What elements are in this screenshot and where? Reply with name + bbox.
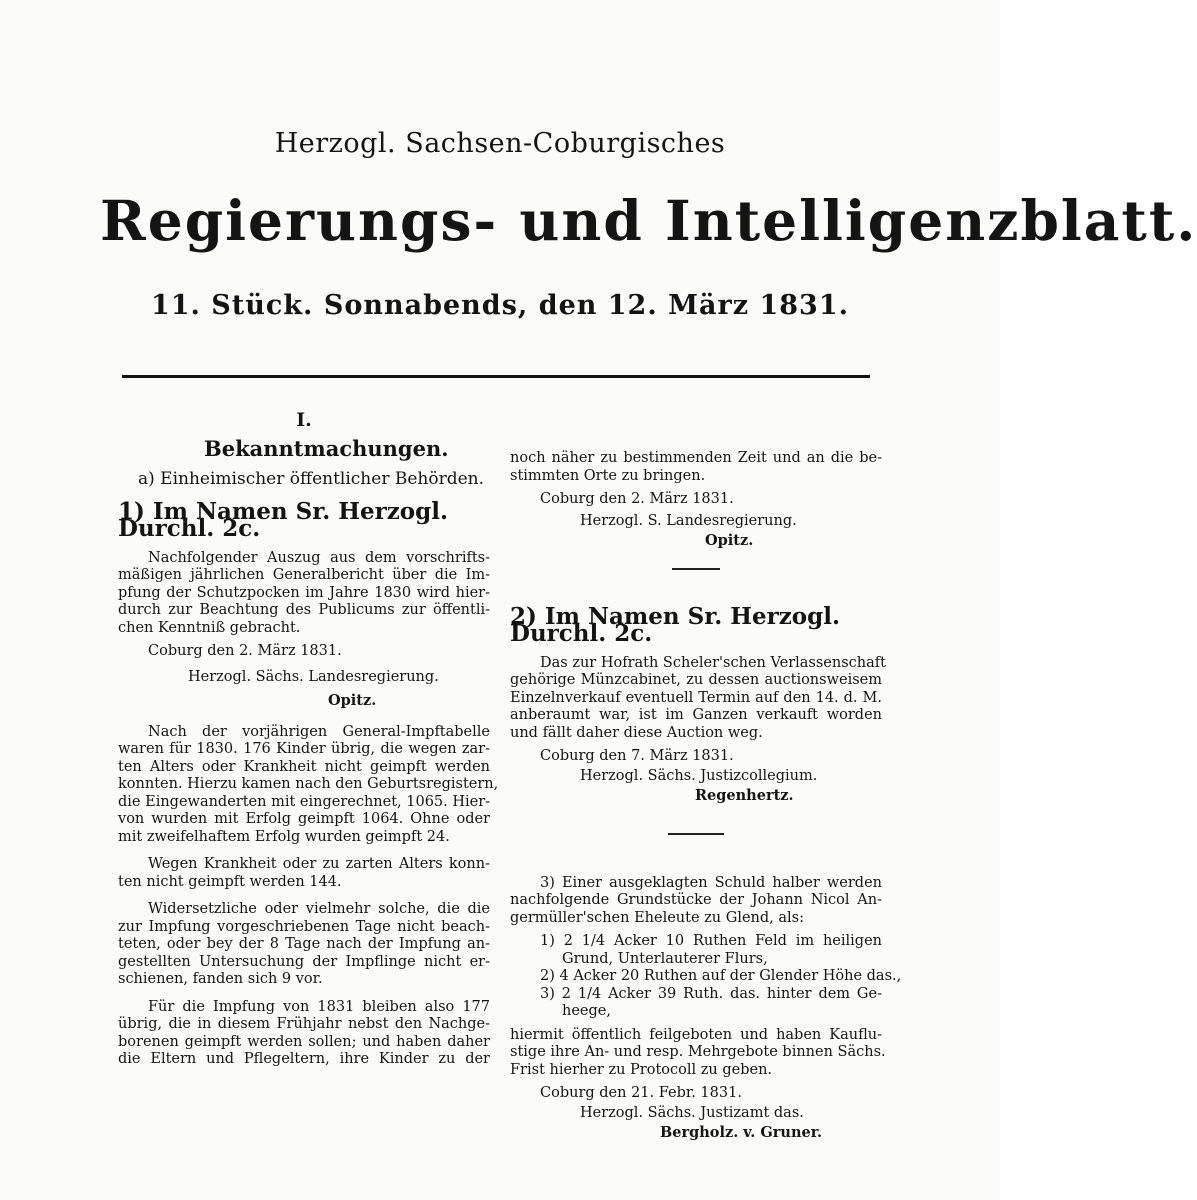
notice-paragraph-7 [510, 875, 882, 928]
dateline: Coburg den 2. März 1831. [148, 643, 342, 659]
text-line: 3) Einer ausgeklagten Schuld halber werden [540, 874, 882, 891]
signature-office: Herzogl. Sächs. Justizcollegium. [580, 767, 818, 784]
signature-name: Opitz. [705, 532, 754, 549]
text-line: teten, oder bey der 8 Tage nach der Impfung an- [118, 936, 490, 952]
continued-paragraph [510, 450, 882, 485]
text-line: gehörige Münzcabinet, zu dessen auctionsweisem [510, 672, 882, 688]
text-line: ten nicht geimpft werden 144. [118, 873, 342, 890]
list-item: Grund, Unterlauterer Flurs, [562, 950, 768, 967]
decree-heading-1: 1) Im Namen Sr. Herzogl. Durchl. 2c. [118, 497, 448, 542]
text-line: von wurden mit Erfolg geimpft 1064. Ohne oder [118, 811, 490, 827]
masthead-subtitle: Herzogl. Sachsen-Coburgisches [274, 128, 726, 159]
text-line: ten Alters oder Krankheit nicht geimpft werden [118, 758, 490, 775]
masthead-title: Regierungs- und Intelligenzblatt. [100, 188, 1197, 253]
signature-office: Herzogl. Sächs. Justizamt das. [580, 1104, 804, 1121]
text-line: und fällt daher diese Auction weg. [510, 724, 763, 741]
text-line: durch zur Beachtung des Publicums zur öffentli- [118, 602, 490, 618]
left-column [118, 409, 499, 1075]
text-line: Frist hierher zu Protocoll zu geben. [510, 1061, 773, 1078]
notice-paragraph-8 [510, 1026, 886, 1080]
notice-paragraph-6 [510, 654, 886, 743]
text-line: Das zur Hofrath Scheler'schen Verlassenschaft [540, 654, 886, 671]
text-line: schienen, fanden sich 9 vor. [118, 971, 323, 987]
section-title: Bekanntmachungen. [204, 435, 449, 461]
signature-office: Herzogl. Sächs. Landesregierung. [188, 668, 439, 685]
dateline: Coburg den 21. Febr. 1831. [540, 1085, 742, 1101]
text-line: stimmten Orte zu bringen. [510, 467, 706, 484]
text-line: mäßigen jährlichen Generalbericht über die Im- [118, 567, 490, 583]
text-line: borenen geimpft werden sollen; und haben daher [118, 1033, 490, 1050]
notice-paragraph-1 [118, 550, 490, 638]
subsection-heading: a) Einheimischer öffentlicher Behörden. [138, 469, 485, 489]
text-line: mit zweifelhaftem Erfolg wurden geimpft 24. [118, 828, 450, 845]
list-item: 1) 2 1/4 Acker 10 Ruthen Feld im heiligen [540, 933, 882, 949]
header-rule [122, 375, 870, 378]
text-line: Für die Impfung von 1831 bleiben also 177 [148, 998, 490, 1015]
list-item: 3) 2 1/4 Acker 39 Ruth. das. hinter dem Ge- [540, 985, 882, 1002]
signature-office: Herzogl. S. Landesregierung. [580, 512, 797, 529]
text-line: Nachfolgender Auszug aus dem vorschrifts- [148, 549, 490, 566]
notice-paragraph-4 [118, 901, 490, 989]
signature-name: Regenhertz. [695, 787, 794, 804]
property-list [510, 933, 902, 1021]
notice-paragraph-3 [118, 856, 490, 891]
text-line: pfung der Schutzpocken im Jahre 1830 wird hier- [118, 584, 490, 601]
text-line: stige ihre An- und resp. Mehrgebote binnen Sächs. [510, 1044, 886, 1060]
notice-paragraph-2 [118, 723, 499, 847]
signature-names: Bergholz. v. Gruner. [660, 1124, 823, 1141]
right-column [510, 450, 902, 1142]
text-line: hiermit öffentlich feilgeboten und haben Kauflu- [510, 1026, 882, 1043]
text-line: die Eingewanderten mit eingerechnet, 1065. Hier- [118, 793, 491, 810]
list-item: heege, [562, 1003, 611, 1019]
text-line: anberaumt war, ist im Ganzen verkauft worden [510, 707, 882, 723]
notice-paragraph-5 [118, 999, 490, 1069]
dateline: Coburg den 7. März 1831. [540, 748, 734, 764]
text-line: übrig, die in diesem Frühjahr nebst den Nachge- [118, 1016, 490, 1032]
text-line: waren für 1830. 176 Kinder übrig, die wegen zar- [118, 741, 490, 757]
text-line: nachfolgende Grundstücke der Johann Nicol An- [510, 892, 882, 908]
separator-rule [668, 833, 724, 835]
text-line: Nach der vorjährigen General-Impftabelle [148, 723, 490, 740]
dateline: Coburg den 2. März 1831. [540, 491, 734, 507]
section-number: I. [296, 409, 312, 431]
text-line: gestellten Untersuchung der Impflinge nicht er- [118, 953, 490, 970]
signature-name: Opitz. [328, 692, 377, 709]
text-line: chen Kenntniß gebracht. [118, 619, 301, 636]
text-line: die Eltern und Pflegeltern, ihre Kinder zu der [118, 1051, 490, 1067]
text-line: konnten. Hierzu kamen nach den Geburtsregistern, [118, 776, 499, 792]
text-line: germüller'schen Eheleute zu Glend, als: [510, 909, 805, 926]
list-item: 2) 4 Acker 20 Ruthen auf der Glender Höhe das., [540, 968, 902, 984]
text-line: noch näher zu bestimmenden Zeit und an die be- [510, 450, 882, 466]
decree-heading-2: 2) Im Namen Sr. Herzogl. Durchl. 2c. [510, 602, 840, 647]
text-line: Einzelnverkauf eventuell Termin auf den 14. d. M. [510, 689, 882, 706]
text-line: Widersetzliche oder vielmehr solche, die die [148, 901, 490, 917]
separator-rule [672, 568, 720, 570]
text-line: zur Impfung vorgeschriebenen Tage nicht beach- [118, 918, 490, 935]
text-line: Wegen Krankheit oder zu zarten Alters konn- [148, 856, 490, 872]
issue-line: 11. Stück. Sonnabends, den 12. März 1831. [150, 290, 850, 321]
